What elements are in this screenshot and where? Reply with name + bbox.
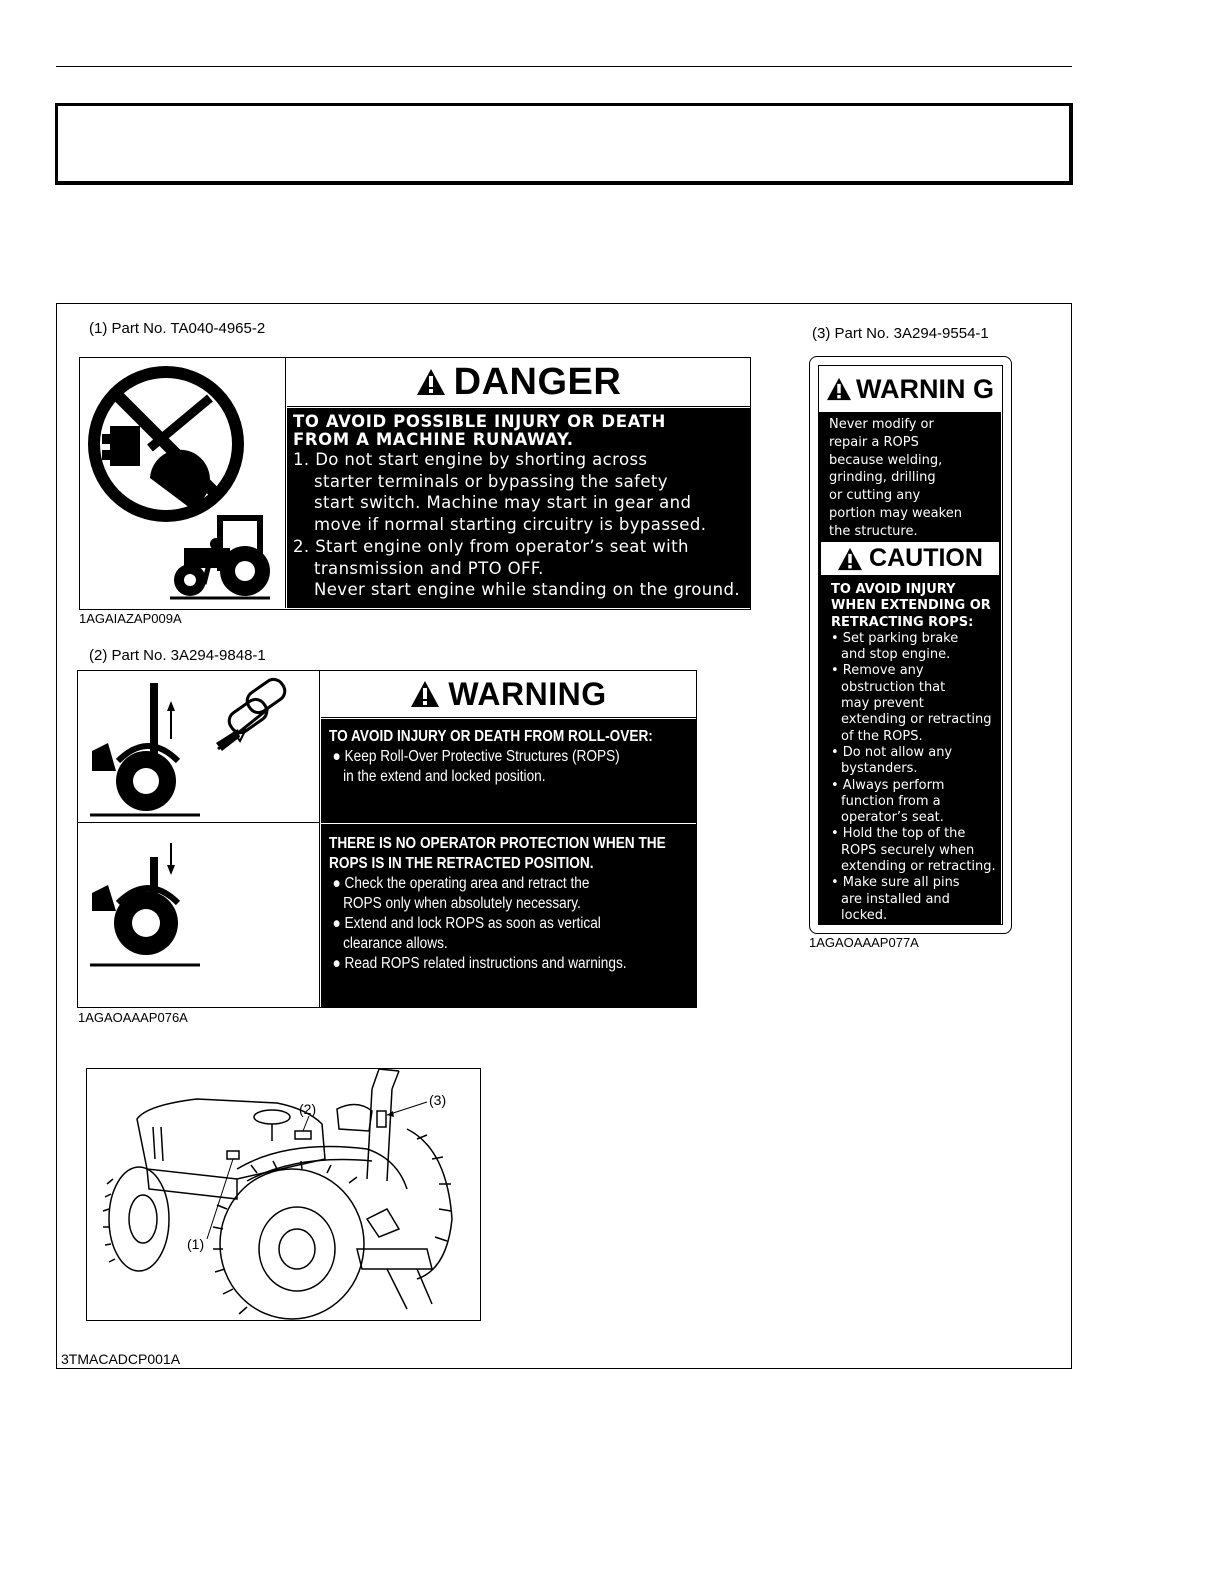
decal3-caution-line: extending or retracting xyxy=(841,712,992,728)
decal3-inner-border xyxy=(818,365,1003,925)
callout-3: (3) xyxy=(429,1092,447,1108)
decal1-headline: TO AVOID POSSIBLE INJURY OR DEATH xyxy=(293,412,666,431)
decal3-warning-line: the structure. xyxy=(829,523,918,539)
decal2-code: 1AGAOAAAP076A xyxy=(78,1010,188,1025)
decal1-line: transmission and PTO OFF. xyxy=(314,558,544,578)
decal1-headline: FROM A MACHINE RUNAWAY. xyxy=(293,430,574,449)
alert-triangle-icon xyxy=(416,368,446,396)
decal2-lower-line: ● Check the operating area and retract the xyxy=(332,875,590,892)
decal2-upper-line: ● Keep Roll-Over Protective Structures (ROPS) xyxy=(332,748,620,765)
decal3-caution-line: • Make sure all pins xyxy=(831,875,960,891)
decal3-caution-line: • Set parking brake xyxy=(831,630,959,646)
decal3-caution-signal: CAUTION xyxy=(869,544,983,572)
decal3-warning-line: grinding, drilling xyxy=(829,470,936,486)
decal3-caution-headline: WHEN EXTENDING OR xyxy=(831,598,991,614)
decal3-caution-line: • Hold the top of the xyxy=(831,826,966,842)
decal3-caption: (3) Part No. 3A294-9554-1 xyxy=(812,325,989,342)
decal2-lower-line: ● Read ROPS related instructions and warnings. xyxy=(332,955,627,972)
decal1-line: move if normal starting circuitry is bypassed. xyxy=(314,515,707,535)
decal3-caution-line: • Always perform xyxy=(831,777,945,793)
decal2-lower-line: clearance allows. xyxy=(343,935,448,952)
tractor-location-figure xyxy=(86,1068,481,1321)
decal3-code: 1AGAOAAAP077A xyxy=(809,935,919,950)
tractor-drawing-icon xyxy=(87,1069,480,1320)
decal1-signal-header xyxy=(287,358,750,407)
decal3-caution-line: may prevent xyxy=(841,696,924,712)
decal1-danger-label xyxy=(79,357,751,610)
decal3-warning-line: Never modify or xyxy=(829,417,934,432)
alert-triangle-icon xyxy=(837,547,863,571)
decal2-lower-message xyxy=(321,823,696,1007)
decal3-caution-line: locked. xyxy=(841,907,888,923)
decal3-caution-line: are installed and xyxy=(841,891,950,907)
decal1-line: start switch. Machine may start in gear and xyxy=(314,493,692,513)
decal3-rops-label xyxy=(809,356,1012,934)
decal1-line: Never start engine while standing on the ground. xyxy=(314,580,740,600)
decal2-signal-word: WARNING xyxy=(448,675,607,712)
decal2-lower-headline: ROPS IS IN THE RETRACTED POSITION. xyxy=(329,855,594,872)
decal1-message xyxy=(287,408,750,608)
decal3-caution-header xyxy=(819,540,1001,577)
decal3-warning-line: repair a ROPS xyxy=(829,434,919,450)
decal1-signal-word: DANGER xyxy=(453,360,622,403)
decal3-caution-line: • Remove any xyxy=(831,663,924,679)
decal2-signal-header xyxy=(321,671,696,718)
decal3-caution-headline: RETRACTING ROPS: xyxy=(831,614,974,630)
rops-extended-icon xyxy=(78,671,320,823)
decal3-caution-line: • Do not allow any xyxy=(831,744,953,760)
callout-2: (2) xyxy=(299,1101,317,1117)
decal1-caption: (1) Part No. TA040-4965-2 xyxy=(89,320,266,337)
decal2-upper-message xyxy=(321,719,696,823)
title-box xyxy=(55,103,1073,185)
decal1-line: 1. Do not start engine by shorting across xyxy=(293,450,648,469)
callout-1: (1) xyxy=(187,1236,205,1252)
decal1-pictogram xyxy=(80,358,286,608)
decal3-warning-line: portion may weaken xyxy=(829,505,962,521)
decal3-warning-line: because welding, xyxy=(829,452,943,468)
decal3-warning-signal: WARNIN G xyxy=(856,373,994,404)
decal2-lower-line: ROPS only when absolutely necessary. xyxy=(343,895,581,912)
decal3-caution-message xyxy=(819,577,1001,924)
figure-code: 3TMACADCP001A xyxy=(61,1351,181,1367)
decal3-warning-header xyxy=(819,366,1001,412)
header-rule xyxy=(56,66,1072,67)
decal3-caution-line: extending or retracting. xyxy=(841,859,996,875)
decal3-caution-line: function from a xyxy=(841,793,941,809)
decal2-upper-headline: TO AVOID INJURY OR DEATH FROM ROLL-OVER: xyxy=(329,728,653,745)
decal1-line: starter terminals or bypassing the safety xyxy=(314,471,668,491)
decal3-caution-line: operator’s seat. xyxy=(841,810,944,826)
decal3-caution-headline: TO AVOID INJURY xyxy=(831,582,956,597)
decal3-warning-message xyxy=(819,412,1001,540)
decal1-code: 1AGAIAZAP009A xyxy=(79,611,182,626)
no-short-start-icon xyxy=(80,358,286,608)
decal3-caution-line: and stop engine. xyxy=(841,647,951,663)
decal1-line: 2. Start engine only from operator’s seat with xyxy=(293,536,689,556)
decal2-pictogram-retracted xyxy=(78,823,320,1007)
decal3-caution-line: of the ROPS. xyxy=(841,728,923,744)
decal2-lower-headline: THERE IS NO OPERATOR PROTECTION WHEN THE xyxy=(329,835,666,852)
decal2-upper-line: in the extend and locked position. xyxy=(343,768,546,785)
decal3-warning-line: or cutting any xyxy=(829,488,921,504)
decal2-pictogram-extended xyxy=(78,671,320,823)
decal3-caution-line: obstruction that xyxy=(841,679,946,695)
decal2-caption: (2) Part No. 3A294-9848-1 xyxy=(89,647,266,664)
alert-triangle-icon xyxy=(410,680,440,708)
alert-triangle-icon xyxy=(826,377,852,401)
rops-retracted-icon xyxy=(78,823,320,1007)
decal2-warning-label xyxy=(77,670,697,1008)
decal3-caution-line: bystanders. xyxy=(841,761,918,777)
decal2-lower-line: ● Extend and lock ROPS as soon as vertical xyxy=(332,915,601,932)
decal3-caution-line: ROPS securely when xyxy=(841,842,975,858)
